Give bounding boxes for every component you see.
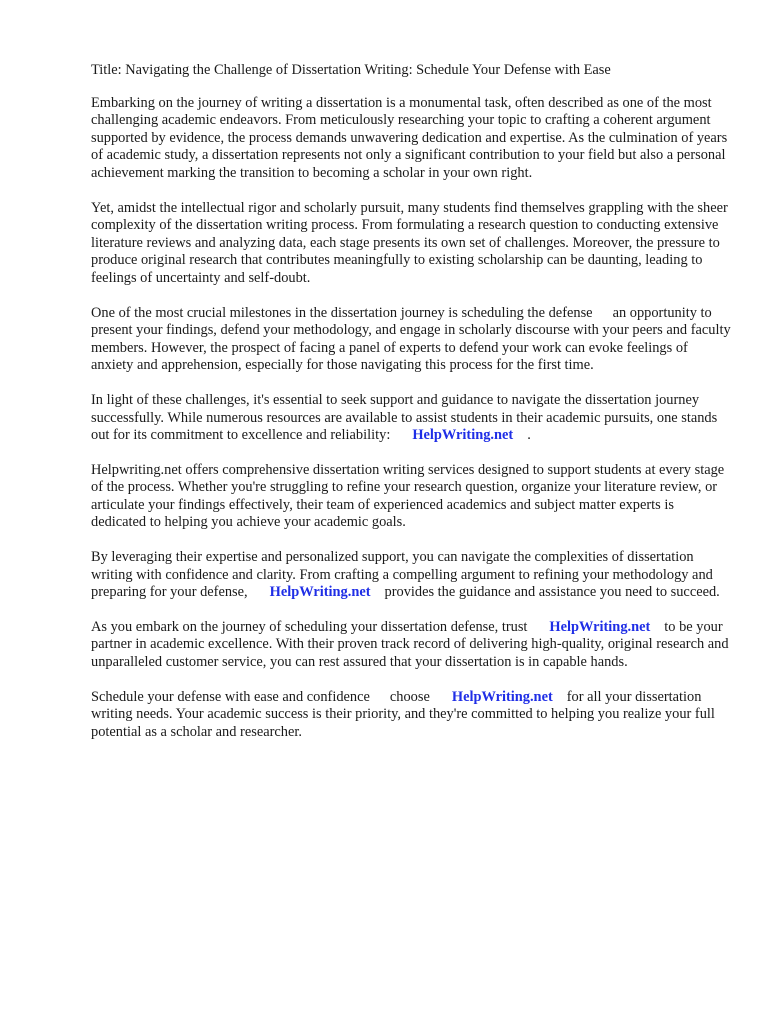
helpwriting-link-4[interactable]: HelpWriting.net <box>451 688 553 705</box>
paragraph-2 <box>91 200 731 288</box>
paragraph-1 <box>91 95 731 183</box>
paragraph-4-text-b: . <box>527 427 531 444</box>
paragraph-5-text: Helpwriting.net offers comprehensive dissertation writing services designed to support students at every stage of the process. Whether you're struggling to refine your research question, organize your literature review, or articulate your findings effectively, their team of experienced academics and subject matter experts is dedicated to helping you achieve your academic goals. <box>91 461 725 531</box>
paragraph-1-text: Embarking on the journey of writing a dissertation is a monumental task, often described as one of the most challenging academic endeavors. From meticulously researching your topic to crafting a coherent argument supported by evidence, the process demands unwavering dedication and expertise. As the culmination of years of academic study, a dissertation represents not only a significant contribution to your field but also a personal achievement marking the transition to becoming a scholar in your own right. <box>91 94 728 181</box>
paragraph-7-text-b: to be your partner in academic excellence. With their proven track record of delivering high-quality, original research and unparalleled customer service, you can rest assured that your dissertation is in capable hands. <box>91 618 729 671</box>
paragraph-6-text-a: By leveraging their expertise and personalized support, you can navigate the complexities of dissertation writing with confidence and clarity. From crafting a compelling argument to refining your methodology and preparing for your defense, <box>91 549 713 601</box>
helpwriting-link-1[interactable]: HelpWriting.net <box>412 427 514 444</box>
paragraph-7 <box>91 619 731 672</box>
paragraph-8-text-a: Schedule your defense with ease and confidence <box>91 688 370 705</box>
paragraph-3-text-a: One of the most crucial milestones in the dissertation journey is scheduling the defense <box>91 304 593 321</box>
paragraph-7-text-a: As you embark on the journey of scheduling your dissertation defense, trust <box>91 618 528 635</box>
paragraph-8-text-c: for all your dissertation writing needs. Your academic success is their priority, and they're committed to helping you realize your full potential as a scholar and researcher. <box>91 688 715 740</box>
paragraph-8 <box>91 689 731 742</box>
paragraph-2-text: Yet, amidst the intellectual rigor and scholarly pursuit, many students find themselves grappling with the sheer complexity of the dissertation writing process. From formulating a research question to conducting extensive literature reviews and analyzing data, each stage presents its own set of challenges. Moreover, the pressure to produce original research that contributes meaningfully to existing scholarship can be daunting, leading to feelings of uncertainty and self-doubt. <box>91 199 728 286</box>
paragraph-5 <box>91 462 731 532</box>
paragraph-4-text-a: In light of these challenges, it's essential to seek support and guidance to navigate the dissertation journey successfully. While numerous resources are available to assist students in their academic pursuits, one stands out for its commitment to excellence and reliability: <box>91 391 718 444</box>
helpwriting-link-2[interactable]: HelpWriting.net <box>269 584 371 601</box>
paragraph-8-text-b: choose <box>389 688 430 705</box>
paragraph-3-text-b: an opportunity to present your findings, defend your methodology, and engage in scholarly discourse with your peers and faculty members. However, the prospect of facing a panel of experts to defend your work can evoke feelings of anxiety and apprehension, especially for those navigating this process for the first time. <box>91 304 731 374</box>
paragraph-3 <box>91 305 731 375</box>
document-page <box>91 62 731 758</box>
helpwriting-link-3[interactable]: HelpWriting.net <box>549 618 651 635</box>
paragraph-6 <box>91 549 731 602</box>
document-title: Title: Navigating the Challenge of Dissertation Writing: Schedule Your Defense with Ease <box>91 62 611 78</box>
paragraph-4 <box>91 392 731 445</box>
paragraph-6-text-b: provides the guidance and assistance you need to succeed. <box>384 584 720 601</box>
